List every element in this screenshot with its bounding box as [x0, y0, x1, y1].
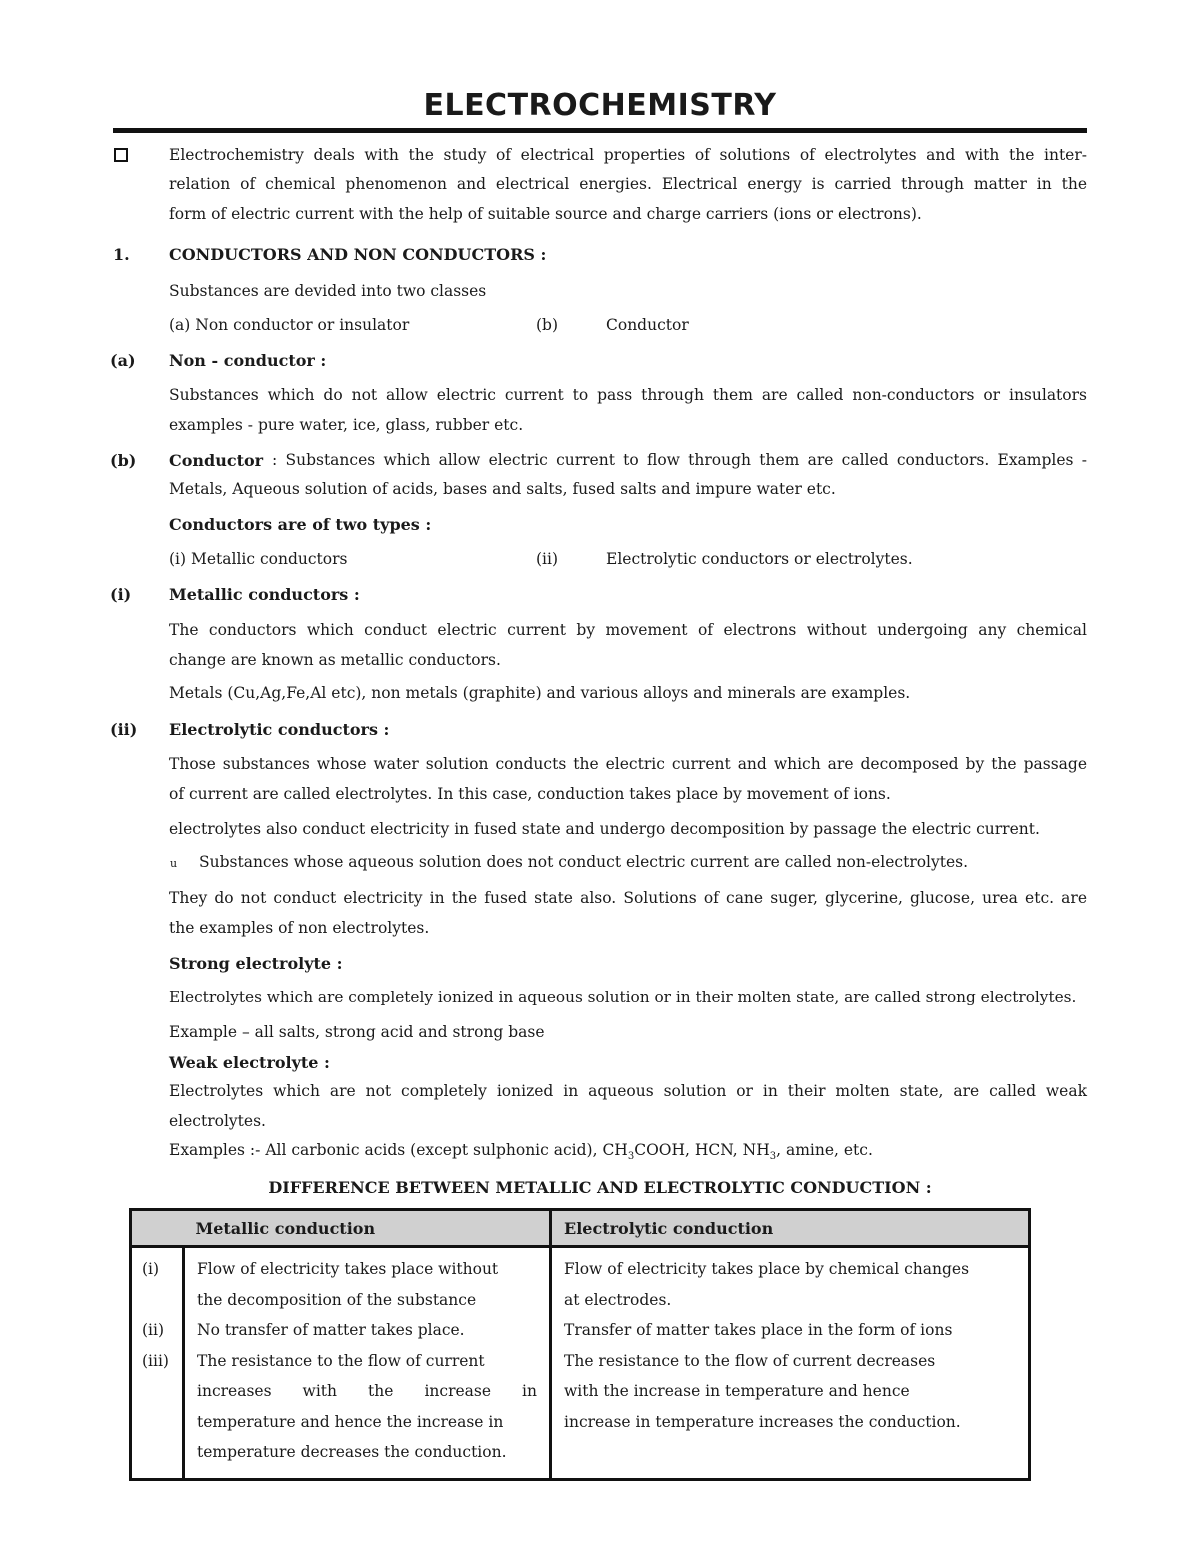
- section-heading: CONDUCTORS AND NON CONDUCTORS :: [169, 245, 547, 264]
- electrolytic-text: increase in temperature increases the conduction.: [564, 1412, 961, 1431]
- checkbox-bullet-icon: [114, 148, 128, 162]
- intro-line-3: form of electric current with the help of suitable source and charge carriers (ions or electrons).: [169, 205, 922, 223]
- weak-ex-prefix: Examples :- All carbonic acids (except sulphonic acid), CH: [169, 1141, 628, 1159]
- section-number: 1.: [113, 245, 130, 264]
- electrolytic-text: Transfer of matter takes place in the form of ions: [564, 1321, 953, 1339]
- conductor-line-1: : Substances which allow electric current to flow through them are called conductors. Examples -: [272, 451, 1087, 469]
- intro-line-1: Electrochemistry deals with the study of electrical properties of solutions of electrolytes and with the inter-: [169, 146, 1087, 164]
- table-header-row: [131, 1210, 1030, 1247]
- class-b: Conductor: [606, 316, 689, 334]
- intro-line-2: relation of chemical phenomenon and electrical energies. Electrical energy is carried through matter in the: [169, 175, 1087, 193]
- metallic-line-3: Metals (Cu,Ag,Fe,Al etc), non metals (graphite) and various alloys and minerals are examples.: [169, 684, 911, 702]
- electrolytic-label: (ii): [110, 720, 138, 739]
- strong-line-1: Electrolytes which are completely ionized in aqueous solution or in their molten state, are called strong electrolytes.: [169, 988, 1077, 1006]
- electrolytic-text: Flow of electricity takes place by chemical changes: [564, 1260, 970, 1278]
- conductor-label: (b): [110, 451, 137, 470]
- metallic-cell: [184, 1247, 551, 1480]
- page-title: ELECTROCHEMISTRY: [423, 88, 777, 123]
- strong-line-2: Example – all salts, strong acid and strong base: [169, 1023, 545, 1041]
- title-rule: [113, 128, 1087, 133]
- classes-intro: Substances are devided into two classes: [169, 282, 487, 300]
- row-num: (iii): [142, 1351, 169, 1370]
- table-row: [131, 1247, 1030, 1480]
- metallic-heading: Metallic conductors :: [169, 585, 360, 604]
- class-b-label: (b): [536, 316, 559, 334]
- metallic-text: temperature and hence the increase in: [197, 1412, 504, 1431]
- electrolytic-line-2: of current are called electrolytes. In this case, conduction takes place by movement of ions.: [169, 785, 891, 803]
- electrolytic-cell: [551, 1247, 1030, 1480]
- header-num-cell: [131, 1210, 184, 1247]
- row-num: (ii): [142, 1321, 165, 1339]
- non-conductor-heading: Non - conductor :: [169, 351, 327, 370]
- weak-ex-suffix: , amine, etc.: [776, 1141, 873, 1159]
- electrolytic-line-1: Those substances whose water solution conducts the electric current and which are decomposed by the passage: [169, 755, 1087, 773]
- weak-ex-sub-2: 3: [769, 1151, 777, 1163]
- metallic-text: increases with the increase in: [197, 1382, 537, 1400]
- electrolytic-text: The resistance to the flow of current decreases: [564, 1351, 936, 1370]
- weak-ex-mid: COOH, HCN, NH: [634, 1141, 770, 1159]
- non-conductor-label: (a): [110, 351, 136, 370]
- metallic-text: temperature decreases the conduction.: [197, 1443, 507, 1461]
- metallic-text: the decomposition of the substance: [197, 1290, 477, 1309]
- header-metallic: Metallic conduction: [184, 1210, 551, 1247]
- metallic-text: The resistance to the flow of current: [197, 1351, 485, 1370]
- non-conductor-line-2: examples - pure water, ice, glass, rubber etc.: [169, 416, 524, 434]
- weak-examples: [169, 1141, 873, 1162]
- electrolytic-text: with the increase in temperature and hence: [564, 1382, 910, 1400]
- metallic-line-1: The conductors which conduct electric current by movement of electrons without undergoing any chemical: [169, 621, 1087, 639]
- weak-line-2: electrolytes.: [169, 1112, 266, 1130]
- type-i: (i) Metallic conductors: [169, 550, 348, 568]
- row-num: (i): [142, 1260, 160, 1278]
- weak-line-1: Electrolytes which are not completely ionized in aqueous solution or in their molten state, are called weak: [169, 1082, 1087, 1100]
- metallic-line-2: change are known as metallic conductors.: [169, 651, 501, 669]
- row-numbers: [131, 1247, 184, 1480]
- metallic-text: Flow of electricity takes place without: [197, 1260, 499, 1278]
- electrolytic-text: at electrodes.: [564, 1290, 672, 1309]
- electrolytic-line-6: the examples of non electrolytes.: [169, 919, 430, 937]
- bullet-icon: u: [170, 857, 178, 870]
- non-conductor-line-1: Substances which do not allow electric current to pass through them are called non-conductors or insulators: [169, 386, 1087, 404]
- type-ii: Electrolytic conductors or electrolytes.: [606, 550, 913, 568]
- electrolytic-line-5: They do not conduct electricity in the fused state also. Solutions of cane suger, glycerine, glucose, urea etc. are: [169, 889, 1087, 907]
- weak-heading: Weak electrolyte :: [169, 1053, 330, 1072]
- header-electrolytic: Electrolytic conduction: [551, 1210, 1030, 1247]
- difference-heading: DIFFERENCE BETWEEN METALLIC AND ELECTROLYTIC CONDUCTION :: [268, 1178, 932, 1197]
- type-ii-label: (ii): [536, 550, 559, 568]
- strong-heading: Strong electrolyte :: [169, 954, 343, 973]
- electrolytic-line-3: electrolytes also conduct electricity in fused state and undergo decomposition by passage the electric current.: [169, 820, 1040, 838]
- weak-ex-sub-1: 3: [627, 1151, 635, 1163]
- metallic-label: (i): [110, 585, 132, 604]
- conductor-heading: Conductor: [169, 451, 264, 470]
- conductor-types-heading: Conductors are of two types :: [169, 515, 432, 534]
- metallic-text: No transfer of matter takes place.: [197, 1321, 465, 1339]
- difference-table: [129, 1208, 1031, 1481]
- conductor-line-2: Metals, Aqueous solution of acids, bases and salts, fused salts and impure water etc.: [169, 480, 836, 498]
- class-a: (a) Non conductor or insulator: [169, 316, 410, 334]
- electrolytic-line-4: Substances whose aqueous solution does not conduct electric current are called non-electrolytes.: [199, 853, 969, 871]
- electrolytic-heading: Electrolytic conductors :: [169, 720, 390, 739]
